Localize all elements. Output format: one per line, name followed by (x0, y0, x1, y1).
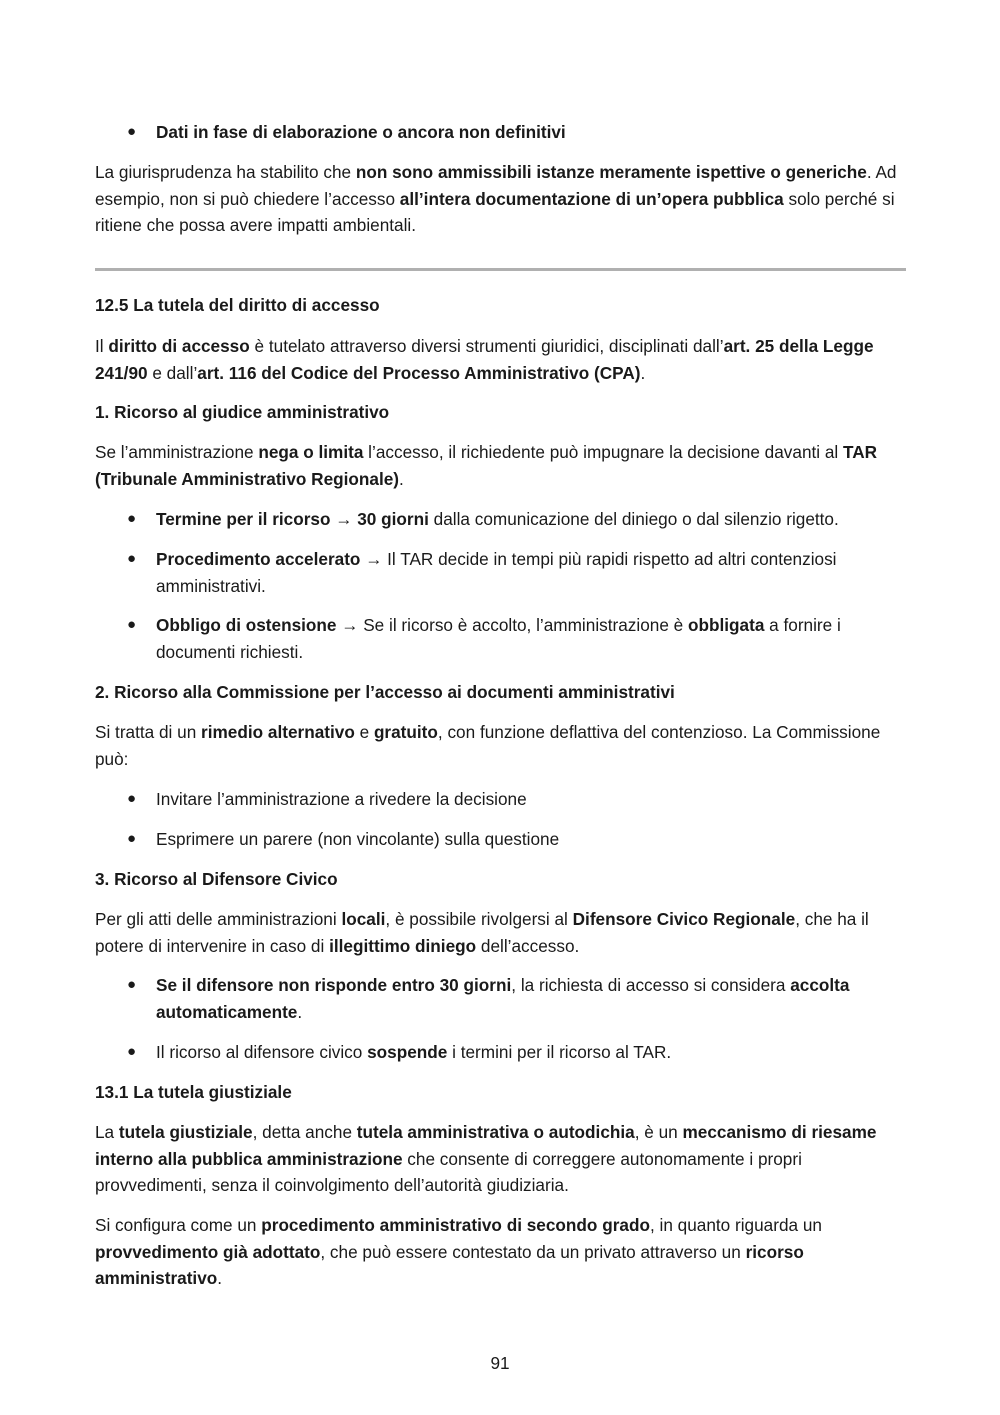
text-run: i termini per il ricorso al TAR. (447, 1042, 672, 1062)
text-run: , la richiesta di accesso si considera (511, 975, 791, 995)
bold-text-run: gratuito (373, 722, 438, 742)
bold-text-run: diritto di accesso (108, 336, 250, 356)
bold-text-run: sospende (367, 1042, 448, 1062)
text-run: , è un (634, 1122, 683, 1142)
list-item (156, 1039, 906, 1066)
bold-text-run: Procedimento accelerato (156, 549, 361, 569)
text-run: Se l’amministrazione (95, 442, 259, 462)
text-run: Per gli atti delle amministrazioni (95, 909, 342, 929)
text-run: solo perché si ritiene che possa avere impatti ambientali. (95, 188, 895, 235)
bold-text-run: non sono ammissibili istanze meramente ispettive o generiche (355, 162, 867, 182)
text-run: Il (95, 336, 109, 356)
bullet-marker: ● (127, 616, 137, 633)
section-heading: 12.5 La tutela del diritto di accesso (95, 295, 380, 315)
text-run: a fornire i documenti richiesti. (156, 615, 841, 662)
bold-text-run: nega o limita (258, 442, 364, 462)
bullet-marker: ● (127, 550, 137, 567)
text-run: Si configura come un (95, 1215, 262, 1235)
page-number: 91 (490, 1353, 510, 1373)
text-run: , che può essere contestato da un privato attraverso un (320, 1241, 746, 1262)
list-item (156, 786, 906, 813)
bold-text-run: locali (341, 909, 386, 929)
text-run: , che ha il potere di intervenire in caso di (95, 909, 869, 956)
text-run: che consente di correggere autonomamente i propri provvedimenti, senza il coinvolgimento dell’autorità giudiziaria. (95, 1148, 802, 1195)
text-run: Esprimere un parere (non vincolante) sulla questione (156, 829, 560, 849)
text-run: è tutelato attraverso diversi strumenti giuridici, disciplinati dall’ (249, 336, 724, 356)
bullet-marker: ● (127, 1043, 137, 1060)
list-item (156, 506, 906, 533)
bold-text-run: procedimento amministrativo di secondo grado (261, 1215, 650, 1235)
text-run: . (297, 1001, 303, 1022)
text-run: . (640, 362, 646, 383)
bold-text-run: illegittimo diniego (329, 935, 477, 956)
list-item (156, 546, 906, 599)
bold-text-run: TAR (Tribunale Amministrativo Regionale) (95, 442, 878, 489)
list-item (156, 972, 906, 1025)
subsection-heading: 3. Ricorso al Difensore Civico (95, 869, 338, 889)
bold-text-run: Obbligo di ostensione (156, 615, 337, 635)
bold-text-run: ricorso amministrativo (95, 1241, 804, 1288)
bold-text-run: 30 giorni (357, 509, 429, 529)
bold-text-run: tutela giustiziale (118, 1122, 253, 1142)
text-run: . (217, 1268, 223, 1288)
text-run: , è possibile rivolgersi al (385, 909, 573, 929)
bullet-marker: ● (127, 123, 137, 140)
list-item (156, 612, 906, 665)
text-run: l’accesso, il richiedente può impugnare la decisione davanti al (363, 442, 844, 462)
text-run: Si tratta di un (95, 722, 202, 742)
text-run: dalla comunicazione del diniego o dal silenzio rigetto. (428, 509, 839, 529)
text-run: , con funzione deflattiva del contenzioso. La Commissione può: (95, 722, 881, 769)
subsection-heading: 1. Ricorso al giudice amministrativo (95, 402, 390, 422)
text-run: → Il TAR decide in tempi più rapidi rispetto ad altri contenziosi amministrativi. (156, 549, 837, 596)
text-run: e (354, 722, 374, 742)
list-item: Dati in fase di elaborazione o ancora non definitivi (156, 122, 566, 142)
text-run: La giurisprudenza ha stabilito che (95, 162, 356, 182)
text-run: → (330, 509, 358, 529)
list-item (156, 826, 906, 853)
bullet-marker: ● (127, 510, 137, 527)
bold-text-run: art. 25 della Legge 241/90 (95, 336, 874, 383)
bullet-marker: ● (127, 976, 137, 993)
bold-text-run: accolta automaticamente (156, 975, 850, 1022)
text-run: → Se il ricorso è accolto, l’amministrazione è (336, 615, 688, 635)
text-run: , in quanto riguarda un (649, 1215, 822, 1235)
bold-text-run: Termine per il ricorso (156, 509, 331, 529)
bold-text-run: art. 116 del Codice del Processo Amministrativo (CPA) (197, 362, 641, 383)
text-run: La (95, 1122, 119, 1142)
paragraph-intro (95, 159, 907, 239)
section-divider (95, 268, 906, 271)
bullet-marker: ● (127, 830, 137, 847)
text-run: , detta anche (252, 1122, 357, 1142)
text-run: Invitare l’amministrazione a rivedere la decisione (156, 789, 527, 809)
bold-text-run: rimedio alternativo (201, 722, 355, 742)
paragraph-commissione (95, 719, 907, 772)
subsection-heading: 2. Ricorso alla Commissione per l’accesso ai documenti amministrativi (95, 682, 675, 702)
bold-text-run: meccanismo di riesame interno alla pubblica amministrazione (95, 1122, 877, 1169)
text-run: e dall’ (147, 362, 198, 383)
text-run: . (399, 468, 404, 489)
text-run: dell’accesso. (476, 935, 580, 956)
paragraph-tutela (95, 1119, 907, 1199)
bold-text-run: tutela amministrativa o autodichia (356, 1122, 635, 1142)
bold-text-run: Se il difensore non risponde entro 30 giorni (156, 975, 512, 995)
bold-text-run: obbligata (687, 615, 765, 635)
bold-text-run: all’intera documentazione di un’opera pubblica (399, 188, 784, 209)
bold-text-run: Difensore Civico Regionale (572, 909, 796, 929)
paragraph-difensore (95, 906, 907, 959)
paragraph-diritto (95, 333, 907, 386)
section-heading: 13.1 La tutela giustiziale (95, 1082, 292, 1102)
text-run: . Ad esempio, non si può chiedere l’accesso (95, 162, 897, 209)
paragraph-ricorso-tar (95, 439, 907, 492)
bullet-marker: ● (127, 790, 137, 807)
paragraph-configura (95, 1212, 907, 1292)
bold-text-run: provvedimento già adottato (95, 1241, 321, 1262)
text-run: Il ricorso al difensore civico (156, 1042, 368, 1062)
